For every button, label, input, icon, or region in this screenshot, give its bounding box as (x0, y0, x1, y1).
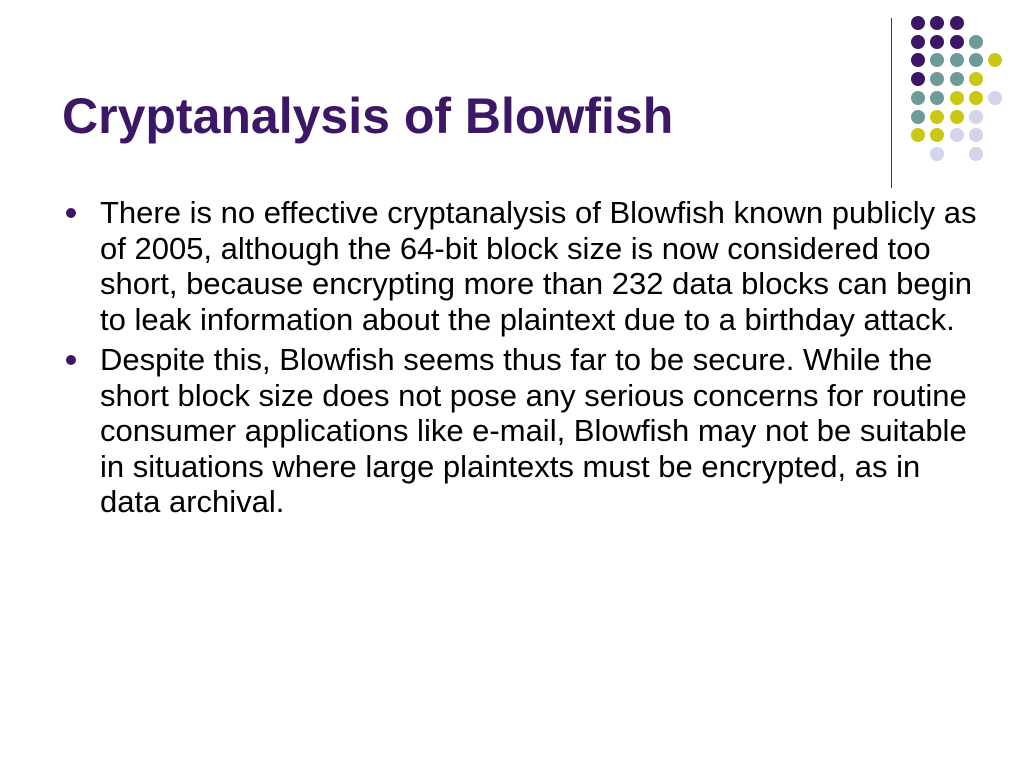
decorative-dot (930, 147, 944, 161)
decorative-dot (950, 35, 964, 49)
decorative-dot (988, 91, 1002, 105)
decorative-dot (950, 16, 964, 30)
decorative-dot (988, 53, 1002, 67)
decorative-dot (930, 91, 944, 105)
decorative-dot (950, 110, 964, 124)
decorative-dot (930, 35, 944, 49)
decorative-dot (930, 72, 944, 86)
decorative-dot (969, 53, 983, 67)
decorative-dot (969, 91, 983, 105)
bullet-dot-icon (66, 355, 76, 365)
bullet-item (62, 342, 982, 520)
decorative-dot (950, 72, 964, 86)
bullet-list (62, 195, 982, 525)
bullet-text: There is no effective cryptanalysis of Blowfish known publicly as of 2005, although the 64-bit block size is now considered too short, because encrypting more than 232 data blocks can begin to leak information about the plaintext due to a birthday attack. (100, 195, 977, 337)
decorative-dot (969, 147, 983, 161)
decorative-dot (911, 72, 925, 86)
bullet-dot-icon (66, 208, 76, 218)
decorative-dot (969, 72, 983, 86)
decorative-dot (969, 128, 983, 142)
decorative-dot (930, 16, 944, 30)
decorative-dot (950, 91, 964, 105)
bullet-text: Despite this, Blowfish seems thus far to be secure. While the short block size does not pose any serious concerns for routine consumer applications like e-mail, Blowfish may not be suitable in situations where large plaintexts must be encrypted, as in data archival. (100, 342, 967, 519)
decorative-dot (911, 16, 925, 30)
decorative-dot (969, 110, 983, 124)
decorative-dot (911, 110, 925, 124)
decorative-dot (911, 91, 925, 105)
slide-title: Cryptanalysis of Blowfish (62, 88, 674, 144)
decorative-dot (930, 110, 944, 124)
decorative-dot (911, 128, 925, 142)
vertical-divider-line (891, 18, 892, 188)
bullet-item (62, 195, 982, 337)
decorative-dot (930, 128, 944, 142)
decorative-dot (969, 35, 983, 49)
decorative-dot (911, 35, 925, 49)
decorative-dot (930, 53, 944, 67)
decorative-dot (950, 53, 964, 67)
decorative-dot (911, 53, 925, 67)
decorative-dot (950, 128, 964, 142)
